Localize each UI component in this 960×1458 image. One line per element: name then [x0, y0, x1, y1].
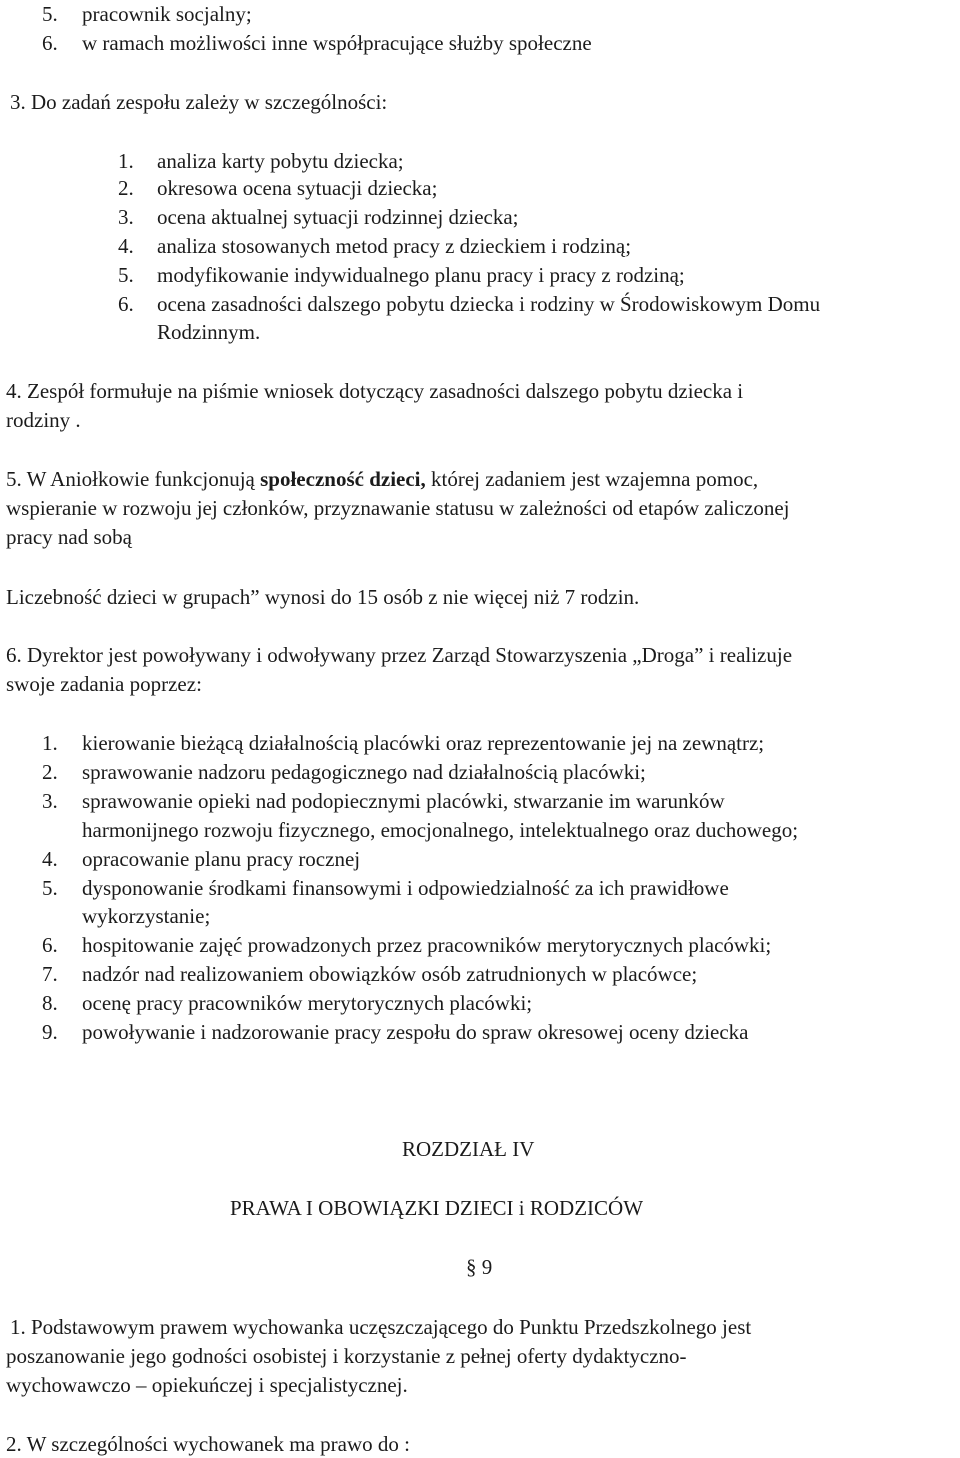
paragraph-5-continuation: pracy nad sobą [6, 525, 132, 549]
list-item: ocena zasadności dalszego pobytu dziecka i rodziny w Środowiskowym Domu [157, 292, 821, 316]
list-item: opracowanie planu pracy rocznej [82, 847, 361, 871]
list-number: 4. [42, 847, 58, 871]
rights-paragraph-1-continuation: wychowawczo – opiekuńczej i specjalistycznej. [6, 1373, 408, 1397]
list-item: ocenę pracy pracowników merytorycznych placówki; [82, 991, 533, 1015]
list-item: nadzór nad realizowaniem obowiązków osób zatrudnionych w placówce; [82, 962, 698, 986]
list-number: 3. [42, 789, 58, 813]
list-item: analiza karty pobytu dziecka; [157, 149, 404, 173]
list-number: 4. [118, 234, 134, 258]
list-item: analiza stosowanych metod pracy z dzieckiem i rodziną; [157, 234, 632, 258]
paragraph-5-bold-term: społeczność dzieci, [260, 467, 426, 491]
list-number: 6. [118, 292, 134, 316]
list-number: 3. [118, 205, 134, 229]
rights-paragraph-1: 1. Podstawowym prawem wychowanka uczęszczającego do Punktu Przedszkolnego jest [10, 1315, 752, 1339]
list-number: 2. [42, 760, 58, 784]
paragraph-4: 4. Zespół formułuje na piśmie wniosek dotyczący zasadności dalszego pobytu dziecka i [6, 379, 744, 403]
list-number: 6. [42, 31, 58, 55]
rights-paragraph-2: 2. W szczególności wychowanek ma prawo do : [6, 1432, 410, 1456]
chapter-subtitle: PRAWA I OBOWIĄZKI DZIECI i RODZICÓW [230, 1196, 644, 1220]
list-item: pracownik socjalny; [82, 2, 252, 26]
list-number: 9. [42, 1020, 58, 1044]
paragraph-5-group-size: Liczebność dzieci w grupach” wynosi do 15 osób z nie więcej niż 7 rodzin. [6, 585, 640, 609]
list-item: ocena aktualnej sytuacji rodzinnej dziecka; [157, 205, 519, 229]
paragraph-4-continuation: rodziny . [6, 408, 81, 432]
list-number: 1. [42, 731, 58, 755]
list-number: 2. [118, 176, 134, 200]
list-item-continuation: harmonijnego rozwoju fizycznego, emocjonalnego, intelektualnego oraz duchowego; [82, 818, 799, 842]
list-item: w ramach możliwości inne współpracujące służby społeczne [82, 31, 592, 55]
list-item-continuation: Rodzinnym. [157, 320, 261, 344]
list-item: powoływanie i nadzorowanie pracy zespołu do spraw okresowej oceny dziecka [82, 1020, 749, 1044]
list-number: 7. [42, 962, 58, 986]
paragraph-5-text: 5. W Aniołkowie funkcjonują [6, 467, 261, 491]
section-symbol: § 9 [466, 1255, 493, 1279]
list-item: dysponowanie środkami finansowymi i odpowiedzialność za ich prawidłowe [82, 876, 729, 900]
list-number: 5. [42, 2, 58, 26]
chapter-title: ROZDZIAŁ IV [402, 1137, 535, 1161]
rights-paragraph-1-continuation: poszanowanie jego godności osobistej i korzystanie z pełnej oferty dydaktyczno- [6, 1344, 687, 1368]
list-item: modyfikowanie indywidualnego planu pracy i pracy z rodziną; [157, 263, 685, 287]
paragraph-6: 6. Dyrektor jest powoływany i odwoływany przez Zarząd Stowarzyszenia „Droga” i realizuje [6, 643, 793, 667]
paragraph-6-continuation: swoje zadania poprzez: [6, 672, 202, 696]
paragraph-5 [6, 469, 758, 490]
list-number: 8. [42, 991, 58, 1015]
list-number: 5. [118, 263, 134, 287]
list-item-continuation: wykorzystanie; [82, 904, 211, 928]
list-number: 1. [118, 149, 134, 173]
list-item: okresowa ocena sytuacji dziecka; [157, 176, 438, 200]
list-item: kierowanie bieżącą działalnością placówki oraz reprezentowanie jej na zewnątrz; [82, 731, 765, 755]
paragraph-5-text: której zadaniem jest wzajemna pomoc, [425, 467, 759, 491]
paragraph-5-continuation: wspieranie w rozwoju jej członków, przyznawanie statusu w zależności od etapów zaliczonej [6, 496, 790, 520]
paragraph-3-heading: 3. Do zadań zespołu zależy w szczególności: [10, 90, 388, 114]
list-item: sprawowanie opieki nad podopiecznymi placówki, stwarzanie im warunków [82, 789, 725, 813]
list-item: sprawowanie nadzoru pedagogicznego nad działalnością placówki; [82, 760, 646, 784]
list-number: 6. [42, 933, 58, 957]
list-number: 5. [42, 876, 58, 900]
list-item: hospitowanie zajęć prowadzonych przez pracowników merytorycznych placówki; [82, 933, 772, 957]
